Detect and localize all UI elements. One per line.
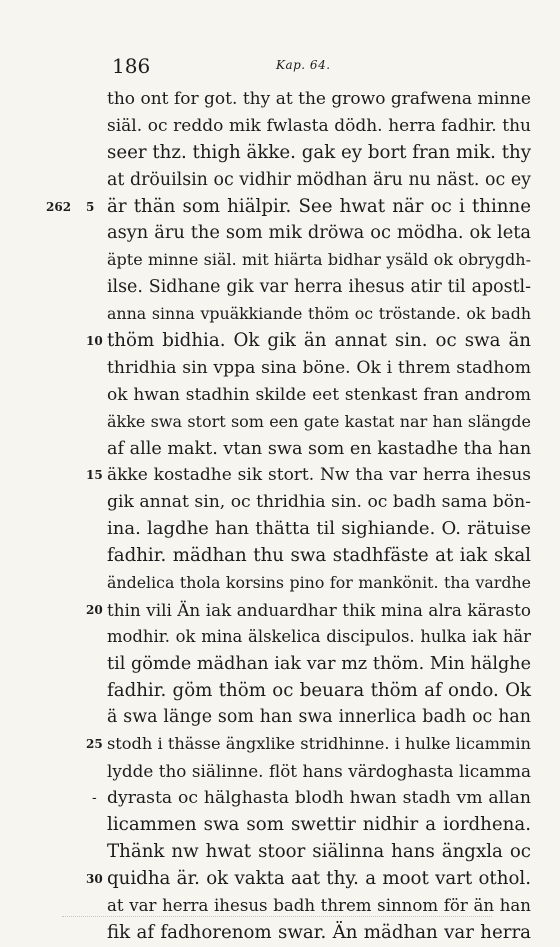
- text-line: [0, 301, 560, 328]
- line-text: licammen swa som swettir nidhir a iordhena.: [107, 814, 531, 836]
- line-text: ändelica thola korsins pino for mankönit. tha vardhe: [107, 573, 531, 593]
- line-number: 30: [86, 871, 103, 886]
- line-text: är thän som hiälpir. See hwat när oc i thinne: [107, 195, 531, 217]
- text-line: [0, 920, 560, 947]
- text-line: [0, 516, 560, 543]
- text-line: [0, 597, 560, 624]
- line-text: fadhir. mädhan thu swa stadhfäste at iak skal: [107, 545, 531, 567]
- footer-rule: [62, 916, 492, 918]
- running-head: Kap. 64.: [276, 58, 331, 72]
- text-line: [0, 409, 560, 436]
- text-line: [0, 543, 560, 570]
- text-line: [0, 86, 560, 113]
- line-text: seer thz. thigh äkke. gak ey bort fran mik. thy: [107, 141, 531, 163]
- line-text: tho ont for got. thy at the growo grafwena minne: [107, 89, 531, 109]
- line-text: modhir. ok mina älskelica discipulos. hulka iak här: [107, 626, 531, 646]
- line-text: fik af fadhorenom swar. Än mädhan var herra: [107, 921, 531, 943]
- line-text: ina. lagdhe han thätta til sighiande. O. rätuise: [107, 518, 531, 540]
- text-line: [0, 624, 560, 651]
- line-text: gik annat sin, oc thridhia sin. oc badh sama bön-: [107, 492, 531, 513]
- text-line: [0, 247, 560, 274]
- line-text: äpte minne siäl. mit hiärta bidhar ysäld ok obrygdh-: [107, 250, 531, 270]
- text-line: [0, 167, 560, 194]
- line-text: af alle makt. vtan swa som en kastadhe tha han: [107, 438, 532, 459]
- line-text: dyrasta oc hälghasta blodh hwan stadh vm allan: [107, 788, 531, 809]
- line-number: 25: [86, 737, 103, 752]
- line-number: 5: [86, 199, 95, 214]
- line-text: thridhia sin vppa sina böne. Ok i threm stadhom: [107, 357, 531, 378]
- line-number: 10: [86, 334, 103, 349]
- text-line: [0, 651, 560, 678]
- line-text: ilse. Sidhane gik var herra ihesus atir til apostl-: [107, 277, 531, 298]
- text-line: [0, 758, 560, 785]
- line-text: äkke swa stort som een gate kastat nar han slängde: [107, 411, 531, 431]
- line-text: thin vili Än iak anduardhar thik mina alra kärasto: [107, 599, 531, 620]
- text-line: [0, 570, 560, 597]
- line-text: at var herra ihesus badh threm sinnom för än han: [107, 895, 531, 915]
- text-line: [0, 113, 560, 140]
- line-text: siäl. oc reddo mik fwlasta dödh. herra fadhir. thu: [107, 115, 531, 136]
- line-text: at dröuilsin oc vidhir mödhan äru nu näst. oc ey: [107, 169, 531, 190]
- text-line: [0, 194, 560, 221]
- line-text: Thänk nw hwat stoor siälinna hans ängxla oc: [107, 840, 531, 862]
- text-line: [0, 462, 560, 489]
- line-text: fadhir. göm thöm oc beuara thöm af ondo. Ok: [107, 679, 531, 701]
- text-line: [0, 489, 560, 516]
- text-line: [0, 812, 560, 839]
- text-line: [0, 678, 560, 705]
- page-number: 186: [112, 54, 151, 78]
- text-line: [0, 785, 560, 812]
- line-text: ä swa länge som han swa innerlica badh oc han: [107, 707, 531, 728]
- text-line: [0, 220, 560, 247]
- text-line: [0, 328, 560, 355]
- text-line: [0, 436, 560, 463]
- line-text: äkke kostadhe sik stort. Nw tha var herra ihesus: [107, 465, 531, 486]
- text-line: [0, 274, 560, 301]
- text-line: [0, 704, 560, 731]
- text-line: [0, 382, 560, 409]
- page-header: [0, 52, 560, 80]
- text-line: [0, 731, 560, 758]
- line-number: 15: [86, 468, 103, 483]
- line-text: lydde tho siälinne. flöt hans värdoghasta licamma: [107, 761, 531, 782]
- margin-mark: -: [92, 790, 97, 807]
- text-line: [0, 839, 560, 866]
- line-text: anna sinna vpuäkkiande thöm oc tröstande. ok badh: [107, 304, 531, 324]
- line-text: til gömde mädhan iak var mz thöm. Min hälghe: [107, 653, 531, 674]
- line-text: stodh i thässe ängxlike stridhinne. i hulke licammin: [107, 734, 531, 754]
- line-text: quidha är. ok vakta aat thy. a moot vart othol.: [107, 867, 531, 889]
- text-line: [0, 866, 560, 893]
- text-line: [0, 140, 560, 167]
- margin-reference-number: 262: [46, 199, 72, 214]
- line-text: asyn äru the som mik dröwa oc mödha. ok leta: [107, 222, 531, 244]
- line-number: 20: [86, 602, 103, 617]
- text-line: [0, 355, 560, 382]
- line-text: thöm bidhia. Ok gik än annat sin. oc swa än: [107, 330, 531, 352]
- text-block: [0, 86, 560, 947]
- line-text: ok hwan stadhin skilde eet stenkast fran androm: [107, 384, 531, 405]
